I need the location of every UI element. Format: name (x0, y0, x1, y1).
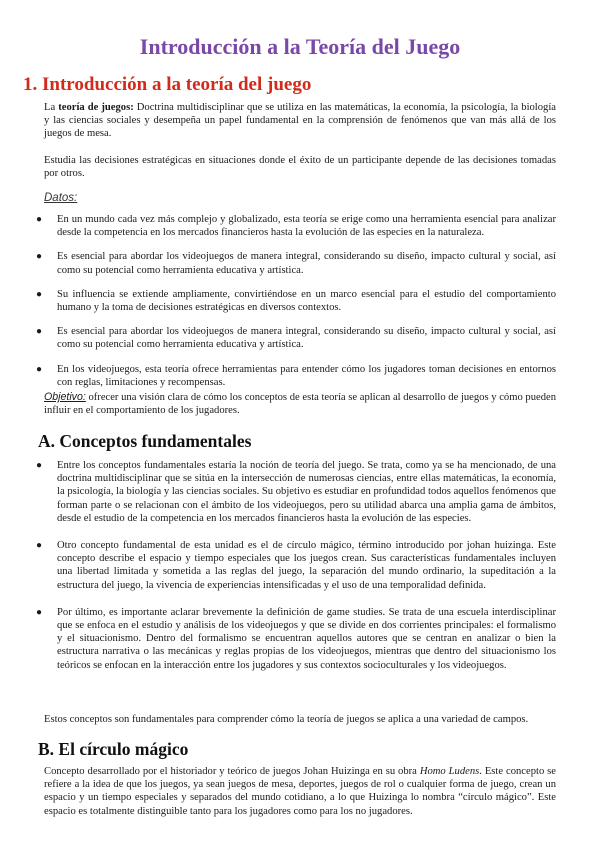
objetivo-label: Objetivo: (44, 391, 86, 403)
intro-term: teoría de juegos: (58, 102, 134, 113)
intro-lead: La (44, 102, 59, 113)
concepts-list-item: ● Entre los conceptos fundamentales estaría la noción de teoría del juego. Se trata, como ya se ha mencionado, de una doctrina multidisciplinar que se sitúa en la intersección de numerosas ciencias, entre ellas matemáticas, la economía, la psicología, la biología y las ciencias sociales. Su objetivo es estudiar en profundidad todos aquellos fenómenos que forman parte o se relacionan con el ámbito de los videojuegos, pero su utilidad abarca una amplia gama de ámbitos, desde el estudio de la competencia en los mercados financieros hasta la evolución de las especies. (36, 460, 556, 524)
datos-list (33, 213, 556, 389)
bullet-icon: ● (36, 288, 43, 300)
concepts-list-item: ● Otro concepto fundamental de esta unidad es el de círculo mágico, término introducido por johan huizinga. Este concepto describe el espacio y tiempo especiales que los juegos crean. Sus características fundamentales incluyen una libertad limitada y sometida a las reglas del juego, la separación del mundo ordinario, la supeditación a la estructura del juego, la vivencia de experiencias intensificadas y el uso de una temporalidad definida. (36, 540, 556, 591)
document-title: Introducción a la Teoría del Juego (139, 34, 461, 59)
decisions-paragraph: Estudia las decisiones estratégicas en situaciones donde el éxito de un participante depende de las decisiones tomadas por otros. (44, 155, 556, 180)
magic-circle-paragraph: Concepto desarrollado por el historiador y teórico de juegos Johan Huizinga en su obra Homo Ludens. Este concepto se refiere a la idea de que los juegos, ya sean juegos de mesa, deportes, juegos de rol o cualquier forma de juego, crean un espacio y un tiempo especiales y separados del mundo cotidiano, a lo que Huizinga lo nombra “círculo mágico”. Este espacio es totalmente distinguible tanto para los jugadores como para los no jugadores. (44, 766, 556, 817)
section-a-heading: A. Conceptos fundamentales (38, 431, 252, 451)
bullet-icon: ● (36, 363, 43, 375)
section-1-heading: 1. Introducción a la teoría del juego (23, 74, 312, 95)
datos-list-item: ● En los videojuegos, esta teoría ofrece herramientas para entender cómo los jugadores toman decisiones en entornos con reglas, limitaciones y recompensas. (36, 363, 556, 388)
datos-list-item: ● En un mundo cada vez más complejo y globalizado, esta teoría se erige como una herramienta esencial para analizar desde la competencia en los mercados financieros hasta la evolución de las especies en la naturaleza. (36, 214, 556, 239)
bullet-icon: ● (36, 214, 43, 225)
bullet-icon: ● (36, 251, 43, 263)
datos-label: Datos: (44, 192, 78, 204)
intro-paragraph (44, 101, 556, 141)
intro-rest: Doctrina multidisciplinar que se utiliza en las matemáticas, la economía, la psicología, la biología y las ciencias sociales y desempeña un papel fundamental en la comprensión de fenómenos que van más allá de los juegos de mesa. (44, 102, 556, 140)
concepts-list-item: ● Por último, es importante aclarar brevemente la definición de game studies. Se trata de una escuela interdisciplinar que se enfoca en el estudio y análisis de los videojuegos y que se divide en dos corrientes principales: el formalismo y el situacionismo. Dentro del formalismo se encuentran aquellos autores que se centran en analizar o bien la estructura narrativa o las mecánicas y reglas propias de los videojuegos, mientras que dentro del situacionismo los teóricos se enfocan en la interacción entre los jugadores y sus contextos socioculturales y los videojuegos. (36, 606, 556, 671)
datos-list-item: ● Su influencia se extiende ampliamente, convirtiéndose en un marco esencial para el estudio del comportamiento humano y la toma de decisiones estratégicas en diversos contextos. (36, 288, 556, 314)
bullet-icon: ● (36, 540, 43, 552)
datos-list-item: ● Es esencial para abordar los videojuegos de manera integral, considerando su diseño, impacto cultural y social, así como su potencial como herramienta educativa y artística. (36, 251, 556, 276)
homo-ludens-title: Homo Ludens (419, 766, 480, 777)
bullet-icon: ● (36, 326, 43, 338)
bullet-icon: ● (36, 460, 43, 471)
objetivo-text: ofrecer una visión clara de cómo los conceptos de esta teoría se aplican al desarrollo de juegos y cómo pueden influir en el comportamiento de los jugadores. (44, 392, 556, 417)
concepts-closing: Estos conceptos son fundamentales para comprender cómo la teoría de juegos se aplica a una variedad de campos. (44, 714, 529, 725)
datos-list-item: ● Es esencial para abordar los videojuegos de manera integral, considerando su diseño, impacto cultural y social, así como su potencial como herramienta educativa y artística. (36, 326, 556, 351)
section-b-heading: B. El círculo mágico (38, 739, 189, 759)
bullet-icon: ● (36, 606, 43, 618)
concepts-list (33, 459, 556, 672)
objetivo-paragraph (44, 391, 556, 417)
